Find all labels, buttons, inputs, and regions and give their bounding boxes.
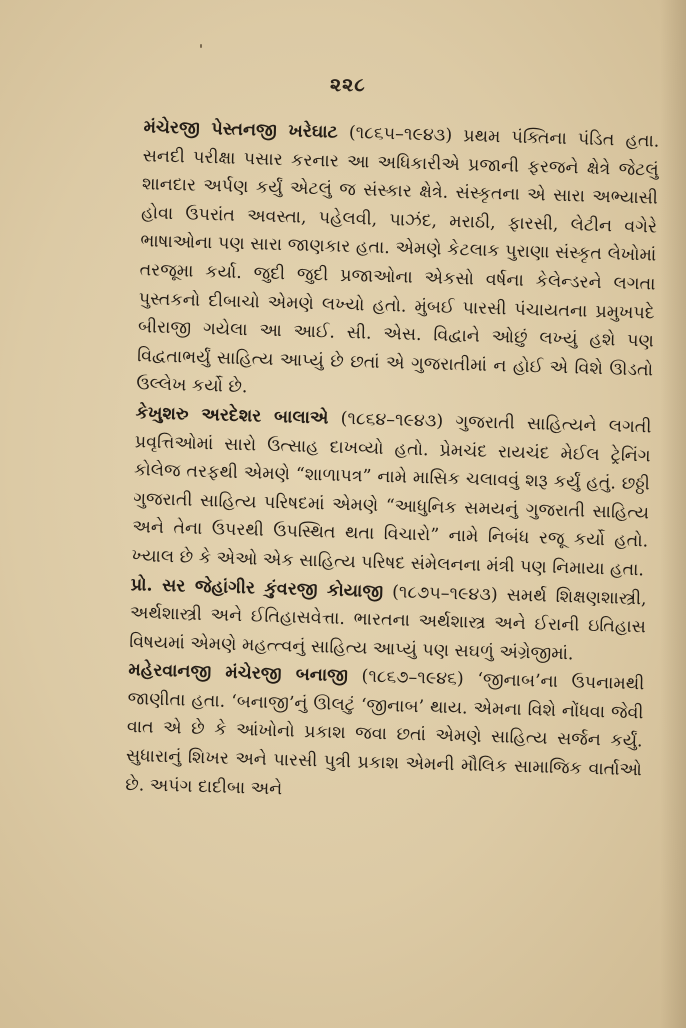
paragraph-khareghat xyxy=(92,112,660,413)
paragraph-text: (૧૮૬૭–૧૯૪૬) ‘જીનાબ’ના ઉપનામથી જાણીતા હતા. ‘બનાજી’નું ઊલટું ‘જીનાબ’ થાય. એમના વિશે નોંધવા જેવી વાત એ છે કે આંખોનો પ્રકાશ જવા છતાં એમણે સાહિત્ય સર્જન કર્યું. સુધારાનું શિખર અને પારસી પુત્રી પ્રકાશ એમની મૌલિક સામાજિક વાર્તાઓ છે. અપંગ દાદીબા અને xyxy=(124,666,645,800)
paragraph-lead: કેખુશરુ અરદેશર બાલાએ xyxy=(135,403,329,429)
paragraph-lead: મંચેરજી પેસ્તનજી ખરેઘાટ xyxy=(143,117,339,143)
paragraph-banaji xyxy=(81,655,645,814)
paragraph-text: (૧૮૬૫–૧૯૪૩) પ્રથમ પંક્તિના પંડિત હતા. સનદી પરીક્ષા પસાર કરનાર આ અધિકારીએ પ્રજાની ફરજને ક્ષેત્રે જેટલું શાનદાર અર્પણ કર્યું એટલું જ સંસ્કાર ક્ષેત્રે. સંસ્કૃતના એ સારા અભ્યાસી હોવા ઉપરાંત અવસ્તા, પહેલવી, પાઝંદ, મરાઠી, ફારસી, લેટીન વગેરે ભાષાઓના પણ સારા જાણકાર હતા. એમણે કેટલાક પુરાણા સંસ્કૃત લેખોમાં તરજૂમા કર્યા. જુદી જુદી પ્રજાઓના એકસો વર્ષના કેલેન્ડરને લગતા પુસ્તકનો દીબાચો એમણે લખ્યો હતો. મુંબઈ પારસી પંચાયતના પ્રમુખપદે બીરાજી ગયેલા આ આઈ. સી. એસ. વિદ્વાને ઓછું લખ્યું હશે પણ વિદ્વતાભર્યું સાહિત્ય આપ્યું છે છતાં એ ગુજરાતીમાં ન હોઈ એ વિશે ઊડતો ઉલ્લેખ કર્યો છે. xyxy=(136,122,660,398)
paragraph-bala xyxy=(87,398,652,585)
paragraph-lead: મહેરવાનજી મંચેરજી બનાજી xyxy=(128,660,349,687)
paragraph-text: (૧૮૭૫–૧૯૪૩) સમર્થ શિક્ષણશાસ્ત્રી, અર્થશાસ્ત્રી અને ઈતિહાસવેત્તા. ભારતના અર્થશાસ્ત્ર અને ઈરાની ઇતિહાસ વિષયમાં એમણે મહત્ત્વનું સાહિત્ય આપ્યું પણ સઘળું અંગ્રેજીમાં. xyxy=(128,581,647,665)
page-number: ૨૨૮ xyxy=(330,74,366,96)
paragraph-text: (૧૮૬૪–૧૯૪૩) ગુજરાતી સાહિત્યને લગતી પ્રવૃત્તિઓમાં સારો ઉત્સાહ દાખવ્યો હતો. પ્રેમચંદ રાયચંદ મેઈલ ટ્રેનિંગ કોલેજ તરફથી એમણે “શાળાપત્ર” નામે માસિક ચલાવવું શરૂ કર્યું હતું. છઠ્ઠી ગુજરાતી સાહિત્ય પરિષદમાં એમણે “આધુનિક સમયનું ગુજરાતી સાહિત્ય અને તેના ઉપરથી ઉપસ્થિત થતા વિચારો” નામે નિબંધ રજૂ કર્યો હતો. ખ્યાલ છે કે એઓ એક સાહિત્ય પરિષદ સંમેલનના મંત્રી પણ નિમાયા હતા. xyxy=(131,408,652,581)
paragraph-coyajee xyxy=(85,569,647,670)
paper-speck xyxy=(200,44,202,48)
body-text xyxy=(81,112,660,814)
paragraph-lead: પ્રો. સર જેહાંગીર કુંવરજી કોયાજી xyxy=(130,574,384,602)
